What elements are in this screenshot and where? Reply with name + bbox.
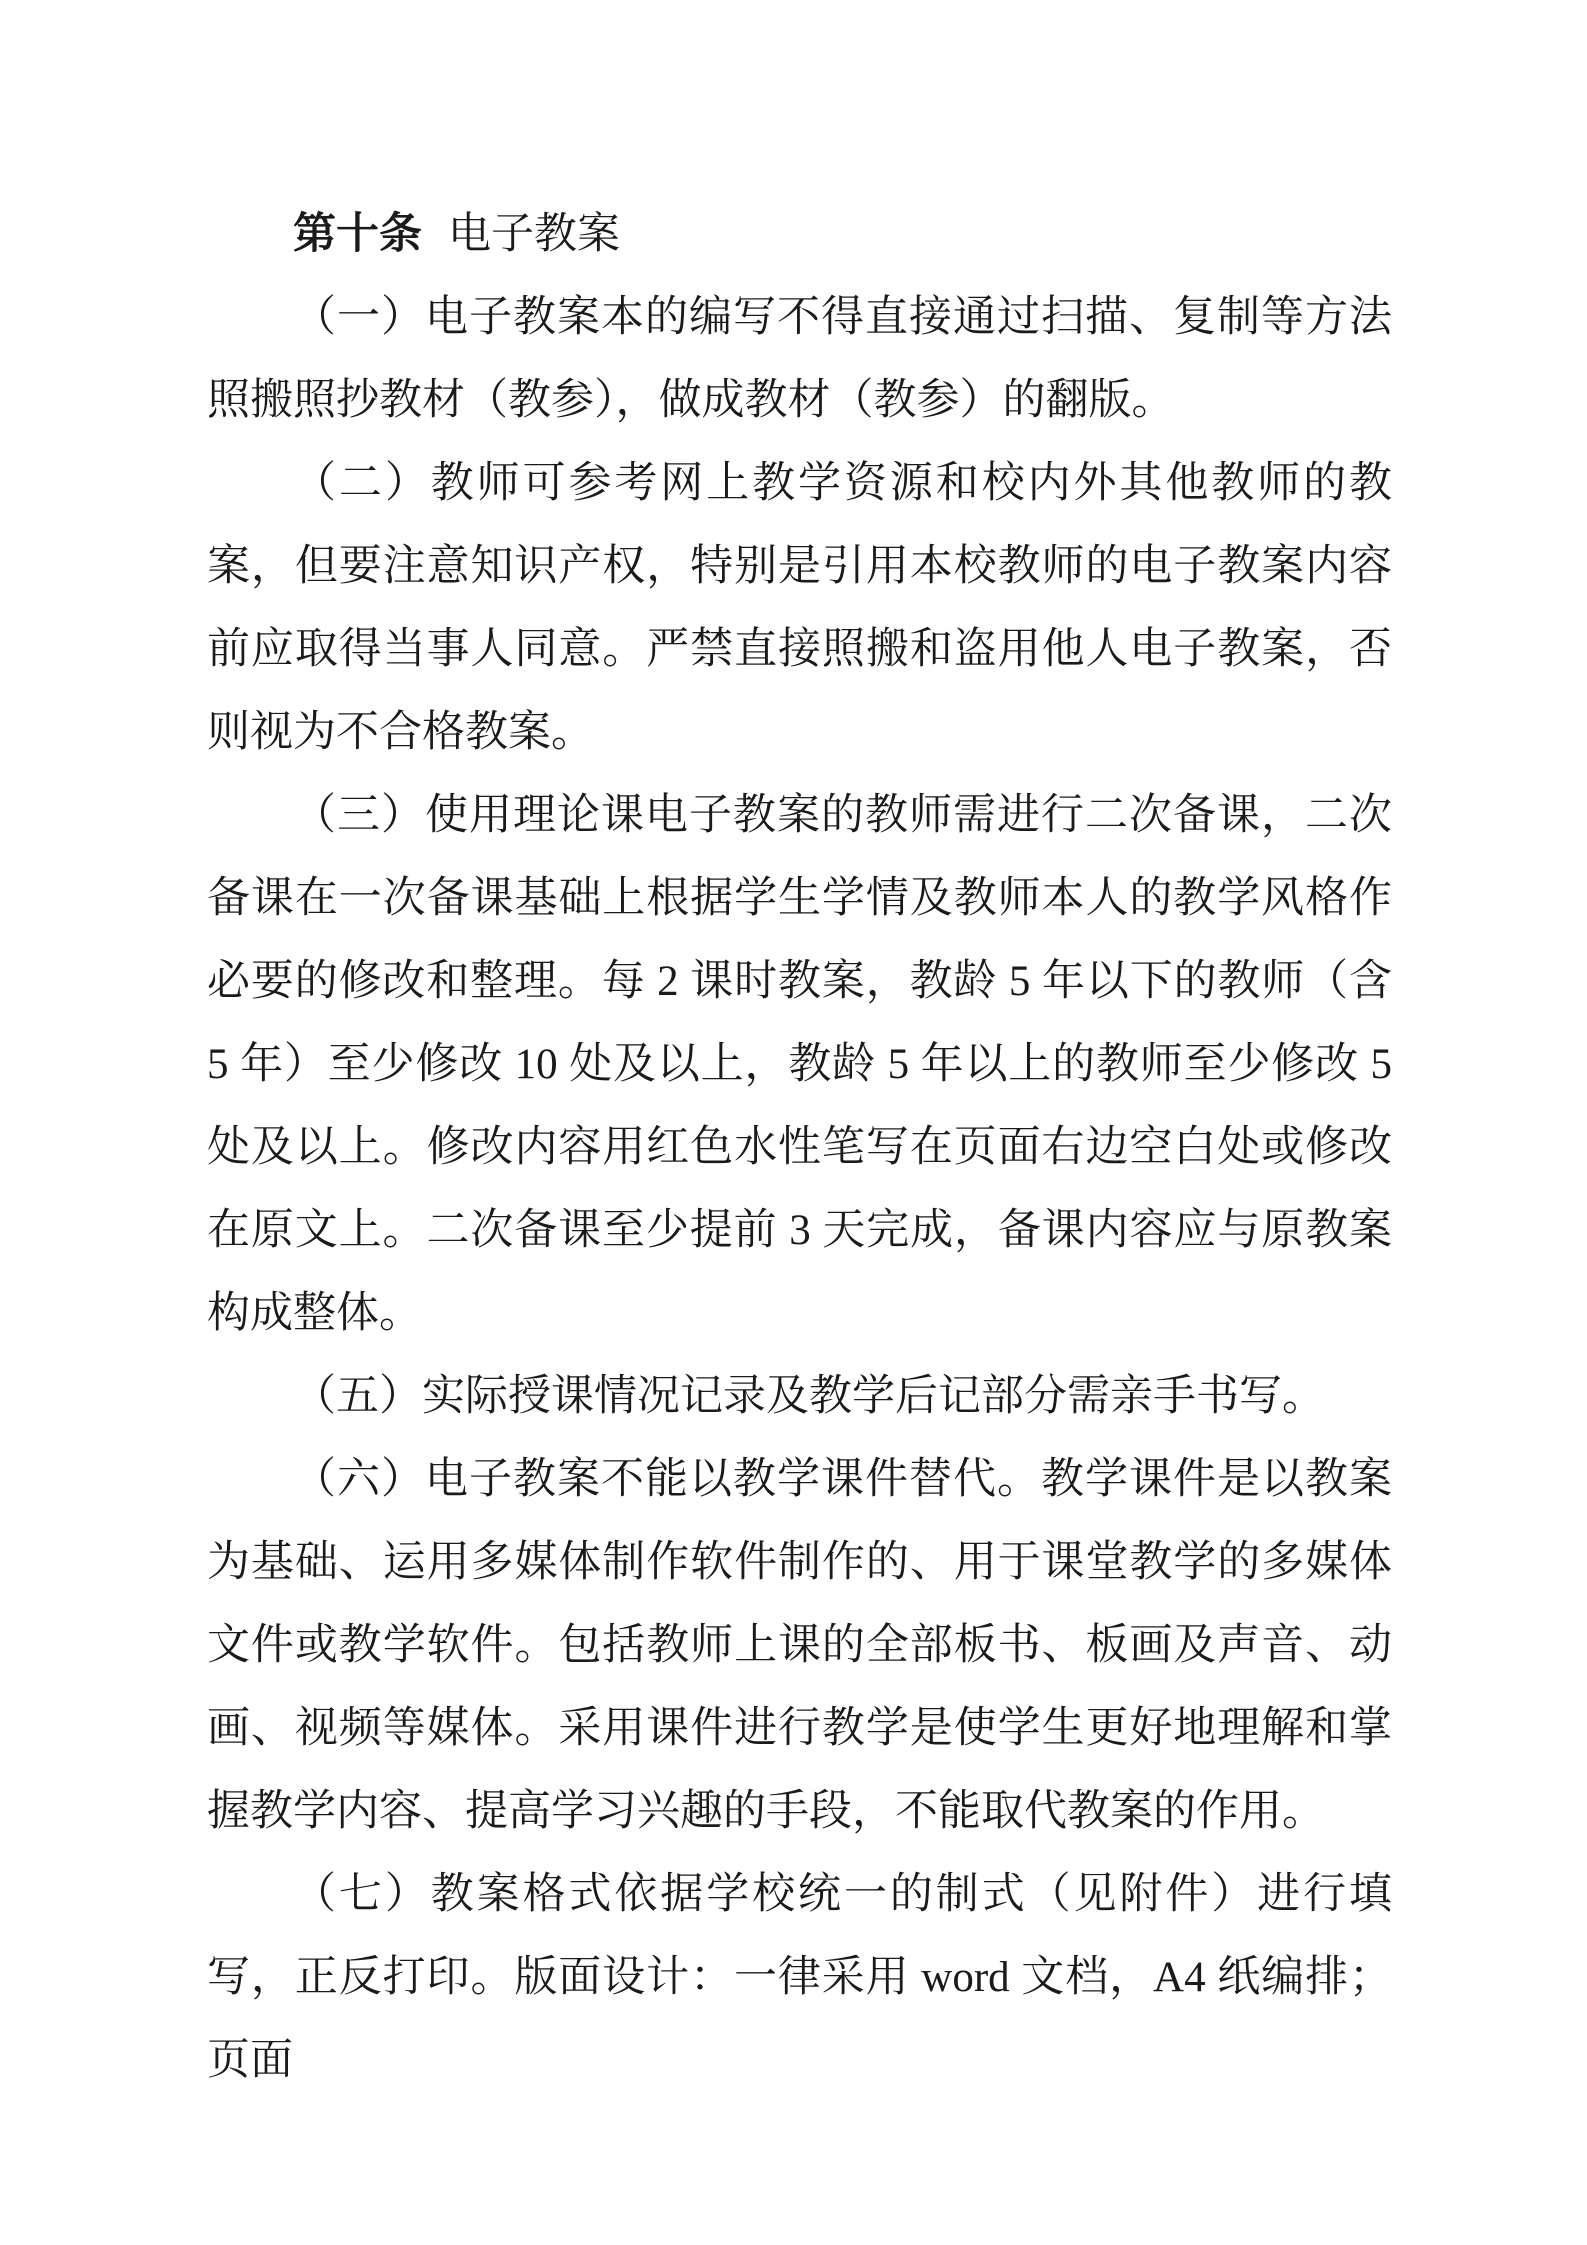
- paragraph-item-2: （二）教师可参考网上教学资源和校内外其他教师的教案，但要注意知识产权，特别是引用本校教师的电子教案内容前应取得当事人同意。严禁直接照搬和盗用他人电子教案，否则视为不合格教案。: [207, 460, 1392, 756]
- article-number: 第十条: [293, 211, 422, 258]
- paragraph-item-1: （一）电子教案本的编写不得直接通过扫描、复制等方法照搬照抄教材（教参），做成教材（教参）的翻版。: [207, 294, 1392, 424]
- article-heading: [207, 193, 1392, 276]
- document-body: [207, 193, 1392, 2102]
- article-title: 电子教案: [448, 211, 620, 258]
- paragraph-item-3: （三）使用理论课电子教案的教师需进行二次备课，二次备课在一次备课基础上根据学生学情及教师本人的教学风格作必要的修改和整理。每 2 课时教案，教龄 5 年以下的教师（含 5 年）至少修改 10 处及以上，教龄 5 年以上的教师至少修改 5 处及以上。修改内容用红色水性笔写在页面右边空白处或修改在原文上。二次备课至少提前 3 天完成，备课内容应与原教案构成整体。: [207, 792, 1392, 1337]
- paragraph-item-5: （五）实际授课情况记录及教学后记部分需亲手书写。: [293, 1373, 1325, 1420]
- paragraph-item-6: （六）电子教案不能以教学课件替代。教学课件是以教案为基础、运用多媒体制作软件制作的、用于课堂教学的多媒体文件或教学软件。包括教师上课的全部板书、板画及声音、动画、视频等媒体。采用课件进行教学是使学生更好地理解和掌握教学内容、提高学习兴趣的手段，不能取代教案的作用。: [207, 1456, 1392, 1835]
- paragraph-item-7: （七）教案格式依据学校统一的制式（见附件）进行填写，正反打印。版面设计：一律采用 word 文档，A4 纸编排；页面: [207, 1871, 1392, 2084]
